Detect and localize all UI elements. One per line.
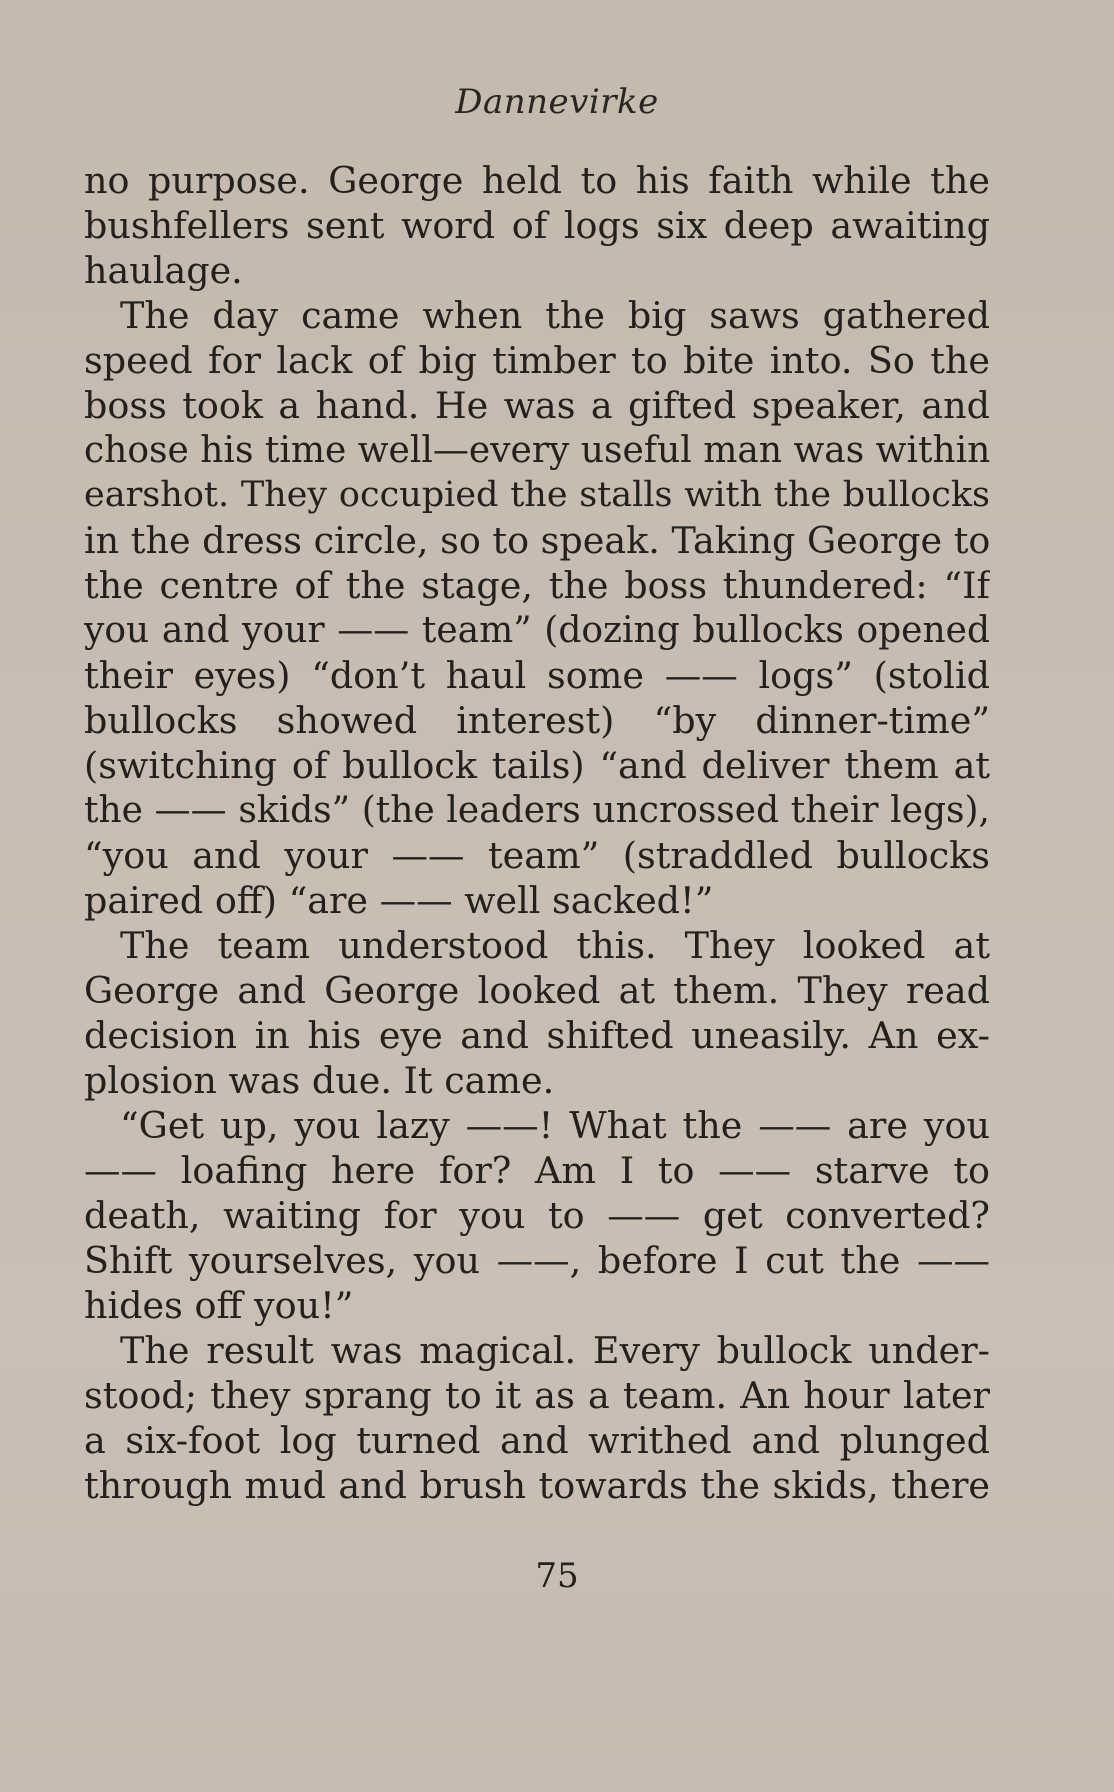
text-line: earshot. They occupied the stalls with the bullocks [84, 475, 990, 515]
text-line: death, waiting for you to —— get converted? [84, 1194, 990, 1237]
text-line: a six-foot log turned and writhed and plunged [84, 1419, 990, 1462]
text-line: speed for lack of big timber to bite into. So the [84, 339, 990, 382]
text-line: decision in his eye and shifted uneasily. An ex- [84, 1014, 990, 1057]
text-line: “Get up, you lazy ——! What the —— are you [120, 1104, 990, 1147]
text-line: (switching of bullock tails) “and deliver them at [84, 744, 990, 787]
paragraph [84, 293, 990, 923]
text-line: boss took a hand. He was a gifted speaker, and [84, 384, 990, 427]
paragraph [84, 923, 990, 1103]
body-text [84, 158, 990, 1508]
text-line: stood; they sprang to it as a team. An hour later [84, 1374, 990, 1417]
text-line: plosion was due. It came. [84, 1059, 555, 1102]
text-line: The day came when the big saws gathered [120, 294, 990, 337]
text-line: bullocks showed interest) “by dinner-time” [84, 699, 990, 742]
page-number: 75 [535, 1556, 579, 1596]
text-line: paired off) “are —— well sacked!” [84, 879, 714, 922]
text-line: —— loafing here for? Am I to —— starve to [84, 1149, 990, 1192]
text-line: George and George looked at them. They read [84, 969, 990, 1012]
text-line: bushfellers sent word of logs six deep awaiting [84, 204, 990, 247]
text-line: the —— skids” (the leaders uncrossed their legs), [84, 790, 990, 831]
text-line: the centre of the stage, the boss thundered: “If [84, 564, 990, 607]
text-line: no purpose. George held to his faith while the [84, 159, 990, 202]
text-line: hides off you!” [84, 1284, 354, 1327]
text-line: through mud and brush towards the skids, there [84, 1464, 990, 1507]
paragraph [84, 158, 990, 293]
text-line: “you and your —— team” (straddled bullocks [84, 834, 990, 877]
paragraph [84, 1103, 990, 1328]
text-line: Shift yourselves, you ——, before I cut the —— [84, 1239, 990, 1282]
text-line: in the dress circle, so to speak. Taking George to [84, 519, 990, 562]
text-line: you and your —— team” (dozing bullocks opened [84, 610, 990, 651]
text-line: haulage. [84, 249, 243, 292]
text-line: The team understood this. They looked at [120, 924, 990, 967]
text-line: chose his time well—every useful man was within [84, 430, 990, 471]
paragraph [84, 1328, 990, 1508]
text-line: The result was magical. Every bullock under- [120, 1329, 990, 1372]
text-line: their eyes) “don’t haul some —— logs” (stolid [84, 654, 990, 697]
running-head: Dannevirke [455, 82, 659, 122]
